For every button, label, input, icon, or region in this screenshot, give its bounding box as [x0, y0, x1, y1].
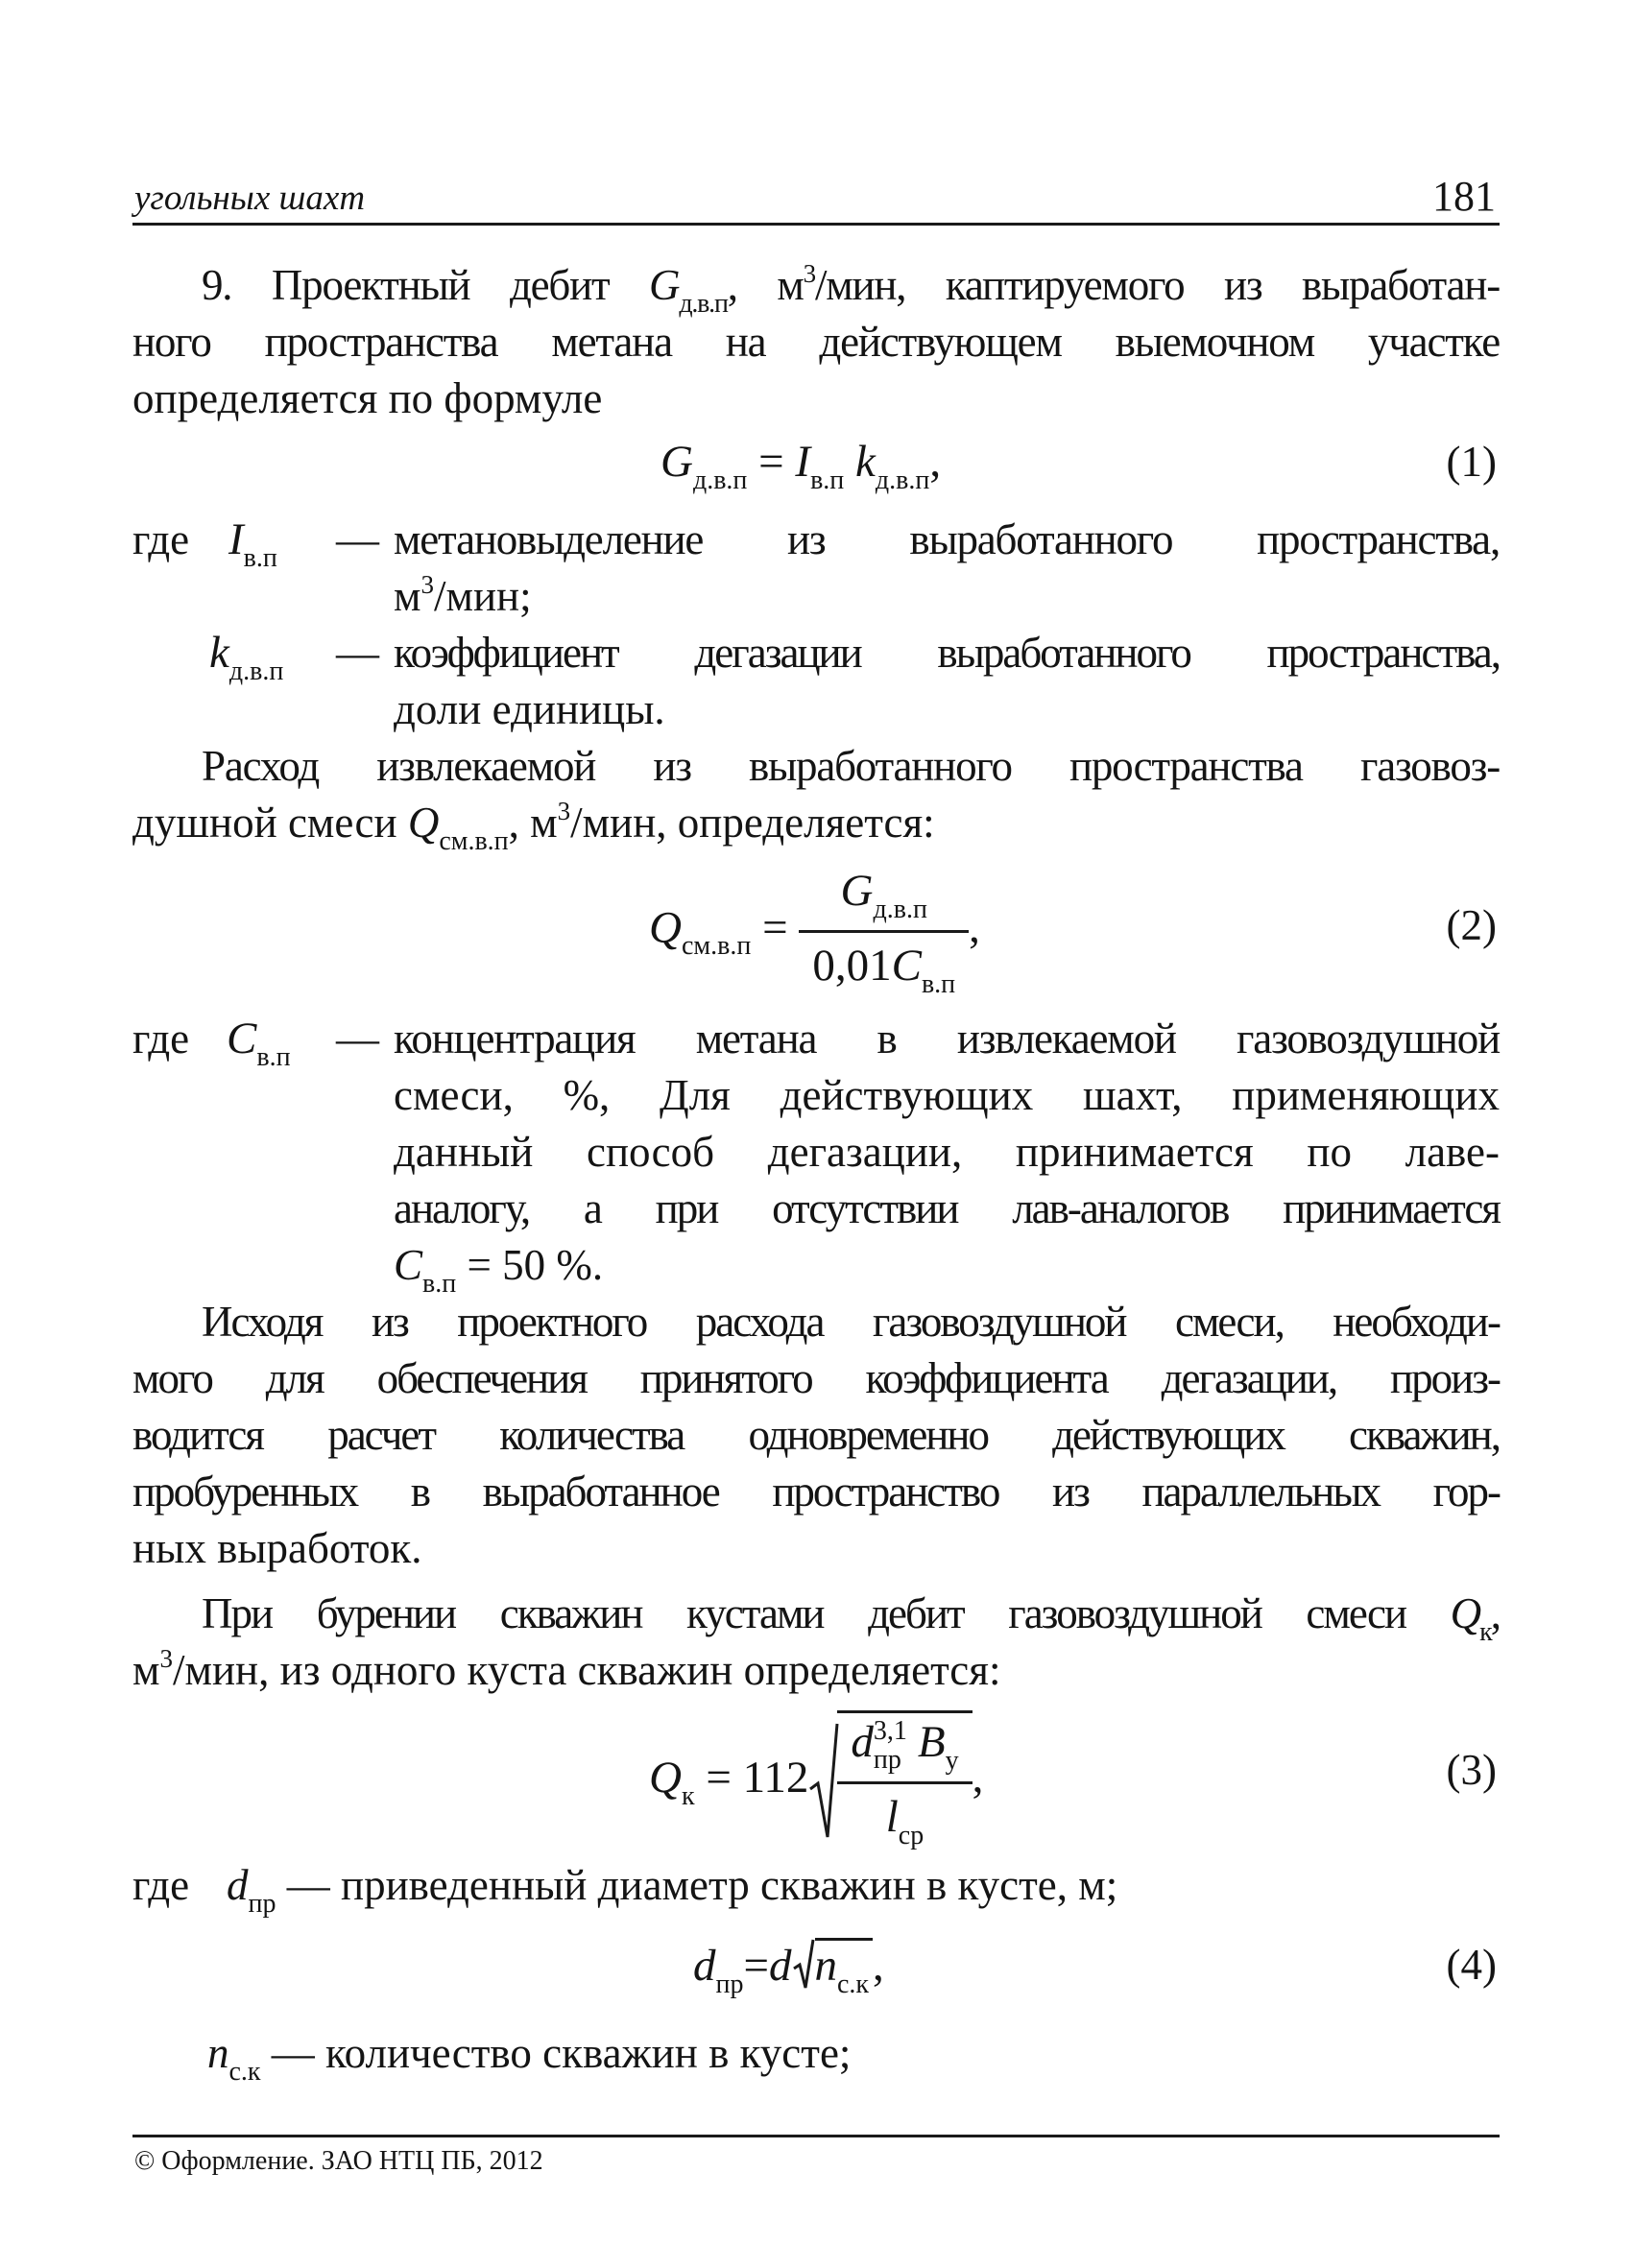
- formula-4: $d_{пр}=d$ $n_{с.к}$,: [693, 1936, 884, 2001]
- where-3-def: $d_{пр}$ — приведенный диаметр скважин в кусте, м;: [227, 1861, 1118, 1919]
- formula-2: $Q_{см.в.п}$ = $\frac{G_{д.в.п}}{0,01C_{в.п}}$ ,: [649, 862, 980, 1001]
- where-2-def-line-2: смеси, %, Для действующих шахт, применяющих: [394, 1071, 1500, 1119]
- paragraph-3-line-4: пробуренных в выработанное пространство из параллельных гор-: [132, 1468, 1500, 1516]
- formula-1: $G_{д.в.п} = I_{в.п}$ $k_{д.в.п}$,: [660, 437, 942, 495]
- paragraph-1-line-2: ного пространства метана на действующем выемочном участке: [132, 318, 1500, 366]
- paragraph-3-line-2: мого для обеспечения принятого коэффициента дегазации, произ-: [132, 1354, 1500, 1402]
- where-3-label: где: [132, 1861, 190, 1909]
- formula-3-number: (3): [1446, 1746, 1497, 1794]
- radical-sign-icon: [792, 1936, 815, 1992]
- paragraph-2-line-1: Расход извлекаемой из выработанного пространства газовоз-: [202, 742, 1500, 790]
- where-1-def-k-line-1: коэффициент дегазации выработанного пространства,: [394, 629, 1500, 677]
- running-header: [132, 173, 1500, 226]
- where-1-dash-1: —: [336, 515, 379, 563]
- where-1-label: где: [132, 515, 190, 563]
- paragraph-3-line-3: водится расчет количества одновременно действующих скважин,: [132, 1411, 1500, 1459]
- footer-rule: [132, 2135, 1500, 2137]
- where-2-dash: —: [336, 1015, 379, 1062]
- formula-3-sqrt: d 3,1 пр $B_у$ $l_{ср}$: [808, 1710, 972, 1852]
- where-4-def: $n_{с.к}$ — количество скважин в кусте;: [207, 2029, 852, 2087]
- paragraph-3-line-5: ных выработок.: [132, 1524, 422, 1572]
- formula-3: $Q_к = 112$ d 3,1 пр $B_у$ $l_{ср}$ ,: [649, 1710, 983, 1852]
- formula-4-number: (4): [1446, 1941, 1497, 1989]
- paragraph-4-line-2: $м^3$/мин, из одного куста скважин определяется:: [132, 1644, 1001, 1694]
- where-1-symbol-I: $I_{в.п}$: [228, 514, 277, 573]
- where-2-symbol-C: $C_{в.п}$: [227, 1014, 291, 1072]
- where-1-def-k-line-2: доли единицы.: [394, 685, 665, 733]
- footer-copyright: © Оформление. ЗАО НТЦ ПБ, 2012: [134, 2146, 543, 2176]
- formula-2-fraction: $\frac{G_{д.в.п}}{0,01C_{в.п}}$: [799, 862, 969, 1001]
- where-2-def-line-3: данный способ дегазации, принимается по лаве-: [394, 1128, 1500, 1176]
- paragraph-4-line-1: При бурении скважин кустами дебит газовоздушной смеси $Q_к$,: [202, 1589, 1500, 1647]
- where-1-dash-2: —: [336, 629, 379, 677]
- page-number: 181: [1432, 173, 1496, 220]
- formula-2-number: (2): [1446, 901, 1497, 949]
- paragraph-2-line-2: душной смеси $Q_{см.в.п}$, $м^3$/мин, определяется:: [132, 797, 935, 856]
- where-1-symbol-k: $k_{д.в.п}$: [209, 628, 284, 686]
- paragraph-3-line-1: Исходя из проектного расхода газовоздушной смеси, необходи-: [202, 1298, 1500, 1346]
- where-2-def-line-4: аналогу, а при отсутствии лав-аналогов принимается: [394, 1184, 1500, 1232]
- where-2-label: где: [132, 1015, 190, 1062]
- paragraph-1-line-3: определяется по формуле: [132, 374, 603, 422]
- paragraph-1-line-1: 9. Проектный дебит $G_{д.в.п}$, $м^3$/мин, каптируемого из выработан-: [202, 259, 1500, 319]
- radical-sign-icon: [808, 1720, 839, 1843]
- formula-1-number: (1): [1446, 438, 1497, 486]
- where-2-def-line-5: $C_{в.п} = 50$ %.: [394, 1241, 604, 1299]
- where-1-def-I-line-1: метановыделение из выработанного пространства,: [394, 515, 1500, 563]
- where-1-def-I-line-2: $м^3$/мин;: [394, 570, 532, 620]
- running-title: угольных шахт: [134, 179, 366, 218]
- where-2-def-line-1: концентрация метана в извлекаемой газовоздушной: [394, 1015, 1500, 1062]
